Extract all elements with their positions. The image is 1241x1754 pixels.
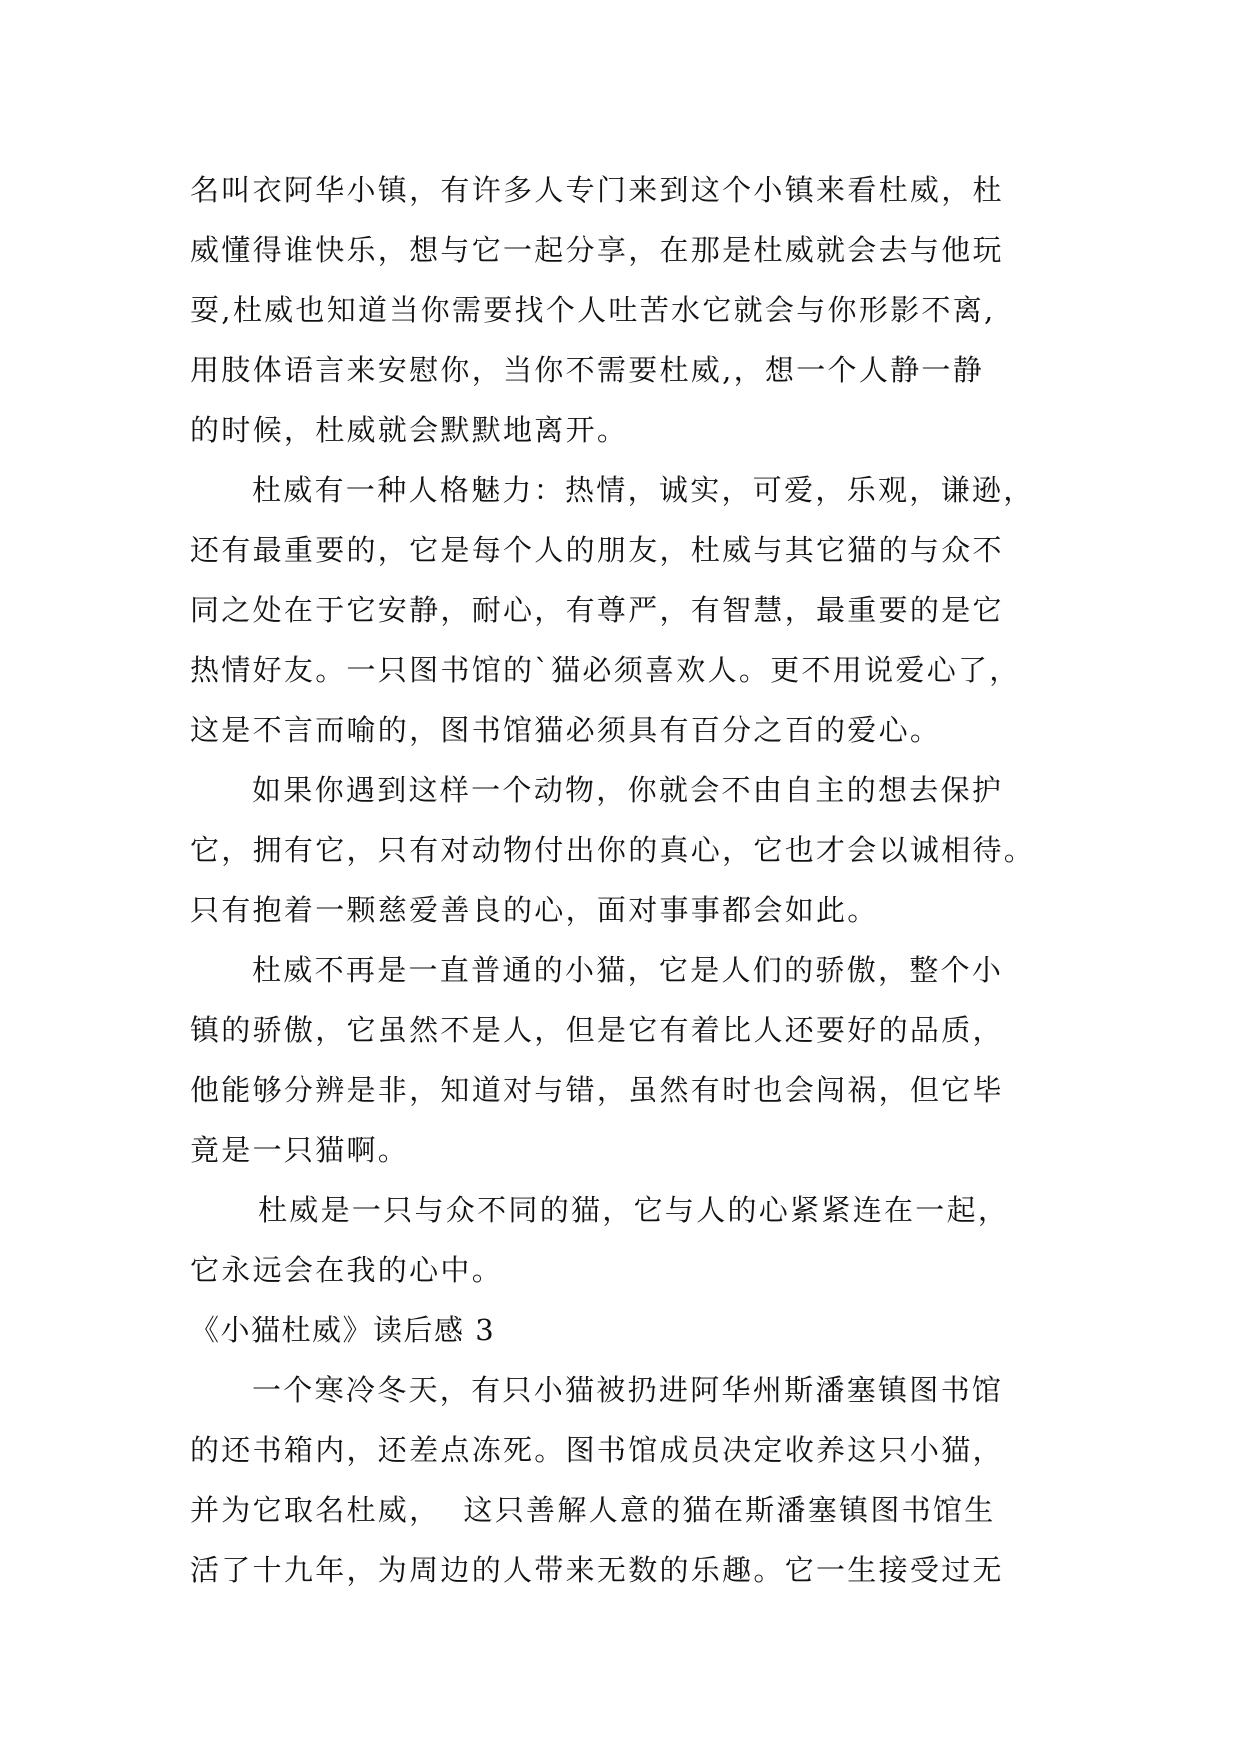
paragraph-first-line: 杜威有一种人格魅力：热情，诚实，可爱，乐观，谦逊， xyxy=(252,473,1035,507)
paragraph-line: 它，拥有它，只有对动物付出你的真心，它也才会以诚相待。 xyxy=(190,833,1036,867)
paragraph-line: 这是不言而喻的，图书馆猫必须具有百分之百的爱心。 xyxy=(190,713,942,747)
paragraph-line: 它永远会在我的心中。 xyxy=(190,1253,504,1287)
paragraph-line: 活了十九年，为周边的人带来无数的乐趣。它一生接受过无 xyxy=(190,1553,1004,1587)
paragraph-line: 镇的骄傲，它虽然不是人，但是它有着比人还要好的品质， xyxy=(190,1013,1004,1047)
paragraph-line: 竟是一只猫啊。 xyxy=(190,1133,410,1167)
document-body xyxy=(190,160,1080,1600)
paragraph-line: 只有抱着一颗慈爱善良的心，面对事事都会如此。 xyxy=(190,893,879,927)
paragraph-first-line: 一个寒冷冬天，有只小猫被扔进阿华州斯潘塞镇图书馆 xyxy=(252,1373,1004,1407)
paragraph-line: 并为它取名杜威， 这只善解人意的猫在斯潘塞镇图书馆生 xyxy=(190,1493,996,1527)
paragraph-line: 威懂得谁快乐，想与它一起分享，在那是杜威就会去与他玩 xyxy=(190,233,1004,267)
paragraph-first-line: 杜威是一只与众不同的猫，它与人的心紧紧连在一起， xyxy=(258,1193,1010,1227)
paragraph-line: 热情好友。一只图书馆的`猫必须喜欢人。更不用说爱心了， xyxy=(190,653,1021,687)
paragraph-line: 他能够分辨是非，知道对与错，虽然有时也会闯祸，但它毕 xyxy=(190,1073,1004,1107)
paragraph-line: 的时候，杜威就会默默地离开。 xyxy=(190,413,629,447)
paragraph-first-line: 杜威不再是一直普通的小猫，它是人们的骄傲，整个小 xyxy=(252,953,1004,987)
paragraph-first-line: 如果你遇到这样一个动物，你就会不由自主的想去保护 xyxy=(252,773,1004,807)
paragraph-line: 的还书箱内，还差点冻死。图书馆成员决定收养这只小猫， xyxy=(190,1433,1004,1467)
paragraph-line: 耍,杜威也知道当你需要找个人吐苦水它就会与你形影不离, xyxy=(190,293,996,327)
paragraph-line: 同之处在于它安静，耐心，有尊严，有智慧，最重要的是它 xyxy=(190,593,1004,627)
paragraph-line: 用肢体语言来安慰你，当你不需要杜威,，想一个人静一静 xyxy=(190,353,985,387)
paragraph-line: 名叫衣阿华小镇，有许多人专门来到这个小镇来看杜威，杜 xyxy=(190,173,1004,207)
paragraph-line: 还有最重要的，它是每个人的朋友，杜威与其它猫的与众不 xyxy=(190,533,1004,567)
section-heading: 《小猫杜威》读后感 3 xyxy=(190,1313,496,1347)
